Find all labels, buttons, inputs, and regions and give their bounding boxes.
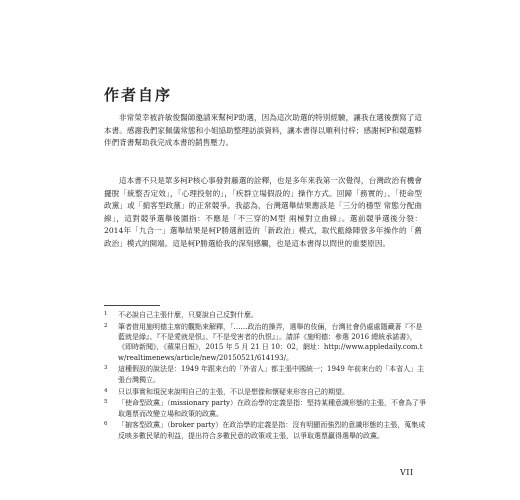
footnote-text: 只以事實和現況來說明自己的主張，不以是想像和懷疑來形容自己的期望。 [118, 387, 349, 396]
footnote-text: 不必說自己主張什麼，只要說自己反對什麼。 [118, 311, 258, 319]
footnote [104, 398, 426, 419]
footnote-mark: 3 [104, 365, 108, 372]
footnote [104, 310, 426, 320]
footnote-mark: 2 [104, 322, 108, 329]
footnote-text: 「使命型政黨」（missionary party）在政治學的定義是指：堅持某種意識形態的主張，不會為了爭取選票而改變立場和政策的政黨。 [118, 399, 426, 418]
footnote-text: 筆者借用施明德主席的觀點來解釋，「……政治的操弄，選舉的伎倆，台灣社會仍處處隱藏著『不是藍就是綠』、『不是愛就是恨』、『不是受害者的仇恨』」。請詳《施明德：參選 2016 總統承諾書》，《即時新聞》，《蘋果日報》，2015 年 5 月 21 日 10：02，網址：http://www.appledaily.com.tw/realtimenews/article/new/20150521/614193/。 [118, 322, 423, 362]
footnote-text: 這種假設的說法是：1949 年跟來台的「外省人」都主張中國統一；1949 年前來台的「本省人」主張台灣獨立。 [118, 365, 425, 384]
footnote [104, 364, 426, 385]
footnote [104, 420, 426, 441]
footnote-text: 「掮客型政黨」（broker party）在政治學的定義是指：沒有明顯而強烈的意識形態的主張，蒐集成反映多數民眾的利益，提出符合多數民意的政策或主張，以爭取選票贏得選舉的政黨。 [118, 421, 426, 440]
footnote-mark: 5 [104, 399, 108, 406]
footnote [104, 387, 426, 397]
footnote [104, 322, 426, 363]
footnote-divider [104, 305, 160, 306]
footnote-mark: 4 [104, 387, 108, 394]
page-title: 作者自序 [104, 86, 173, 104]
footnote-mark: 1 [104, 311, 108, 317]
page-number: VII [400, 468, 414, 477]
footnote-list [104, 310, 426, 443]
preface-paragraph-2: 這本書不只是眾多柯P核心事發對藤選的詮釋，也是多年來我第一次覺得，台灣政治有機會擺脫「統整否定效」，「心理投射的」，「疾群立場假設的」操作方式。回歸「務實的」、「使命型政黨」或「掮客型政黨」的正常競爭。我認為，台灣選舉結果應該是「三分的穩型 常態分配曲線」，這對競爭選舉後圍指：不應是「不三穿的M型 兩極對立曲線」。選前競爭選後分裂：2014年「九合一」選舉結果是柯P勝選創造的「新政治」模式，取代藍綠陣營多年操作的「舊政治」模式的開端。這是柯P勝選給我的深刻感觸，也是這本書得以問世的重要原因。 [104, 176, 422, 248]
footnote-mark: 6 [104, 421, 108, 428]
preface-paragraph-1: 非常榮幸被許敏俊醫師邀請來幫柯P助選，因為這次助選的特別經驗，讓我在選後撰寫了這本書。感謝我們家佩儀常態和小姐協助整理訪談資料，讓本書得以順利付梓；感謝柯P和競選夥伴們背書幫助我完成本書的銷售壓力。 [104, 113, 422, 148]
